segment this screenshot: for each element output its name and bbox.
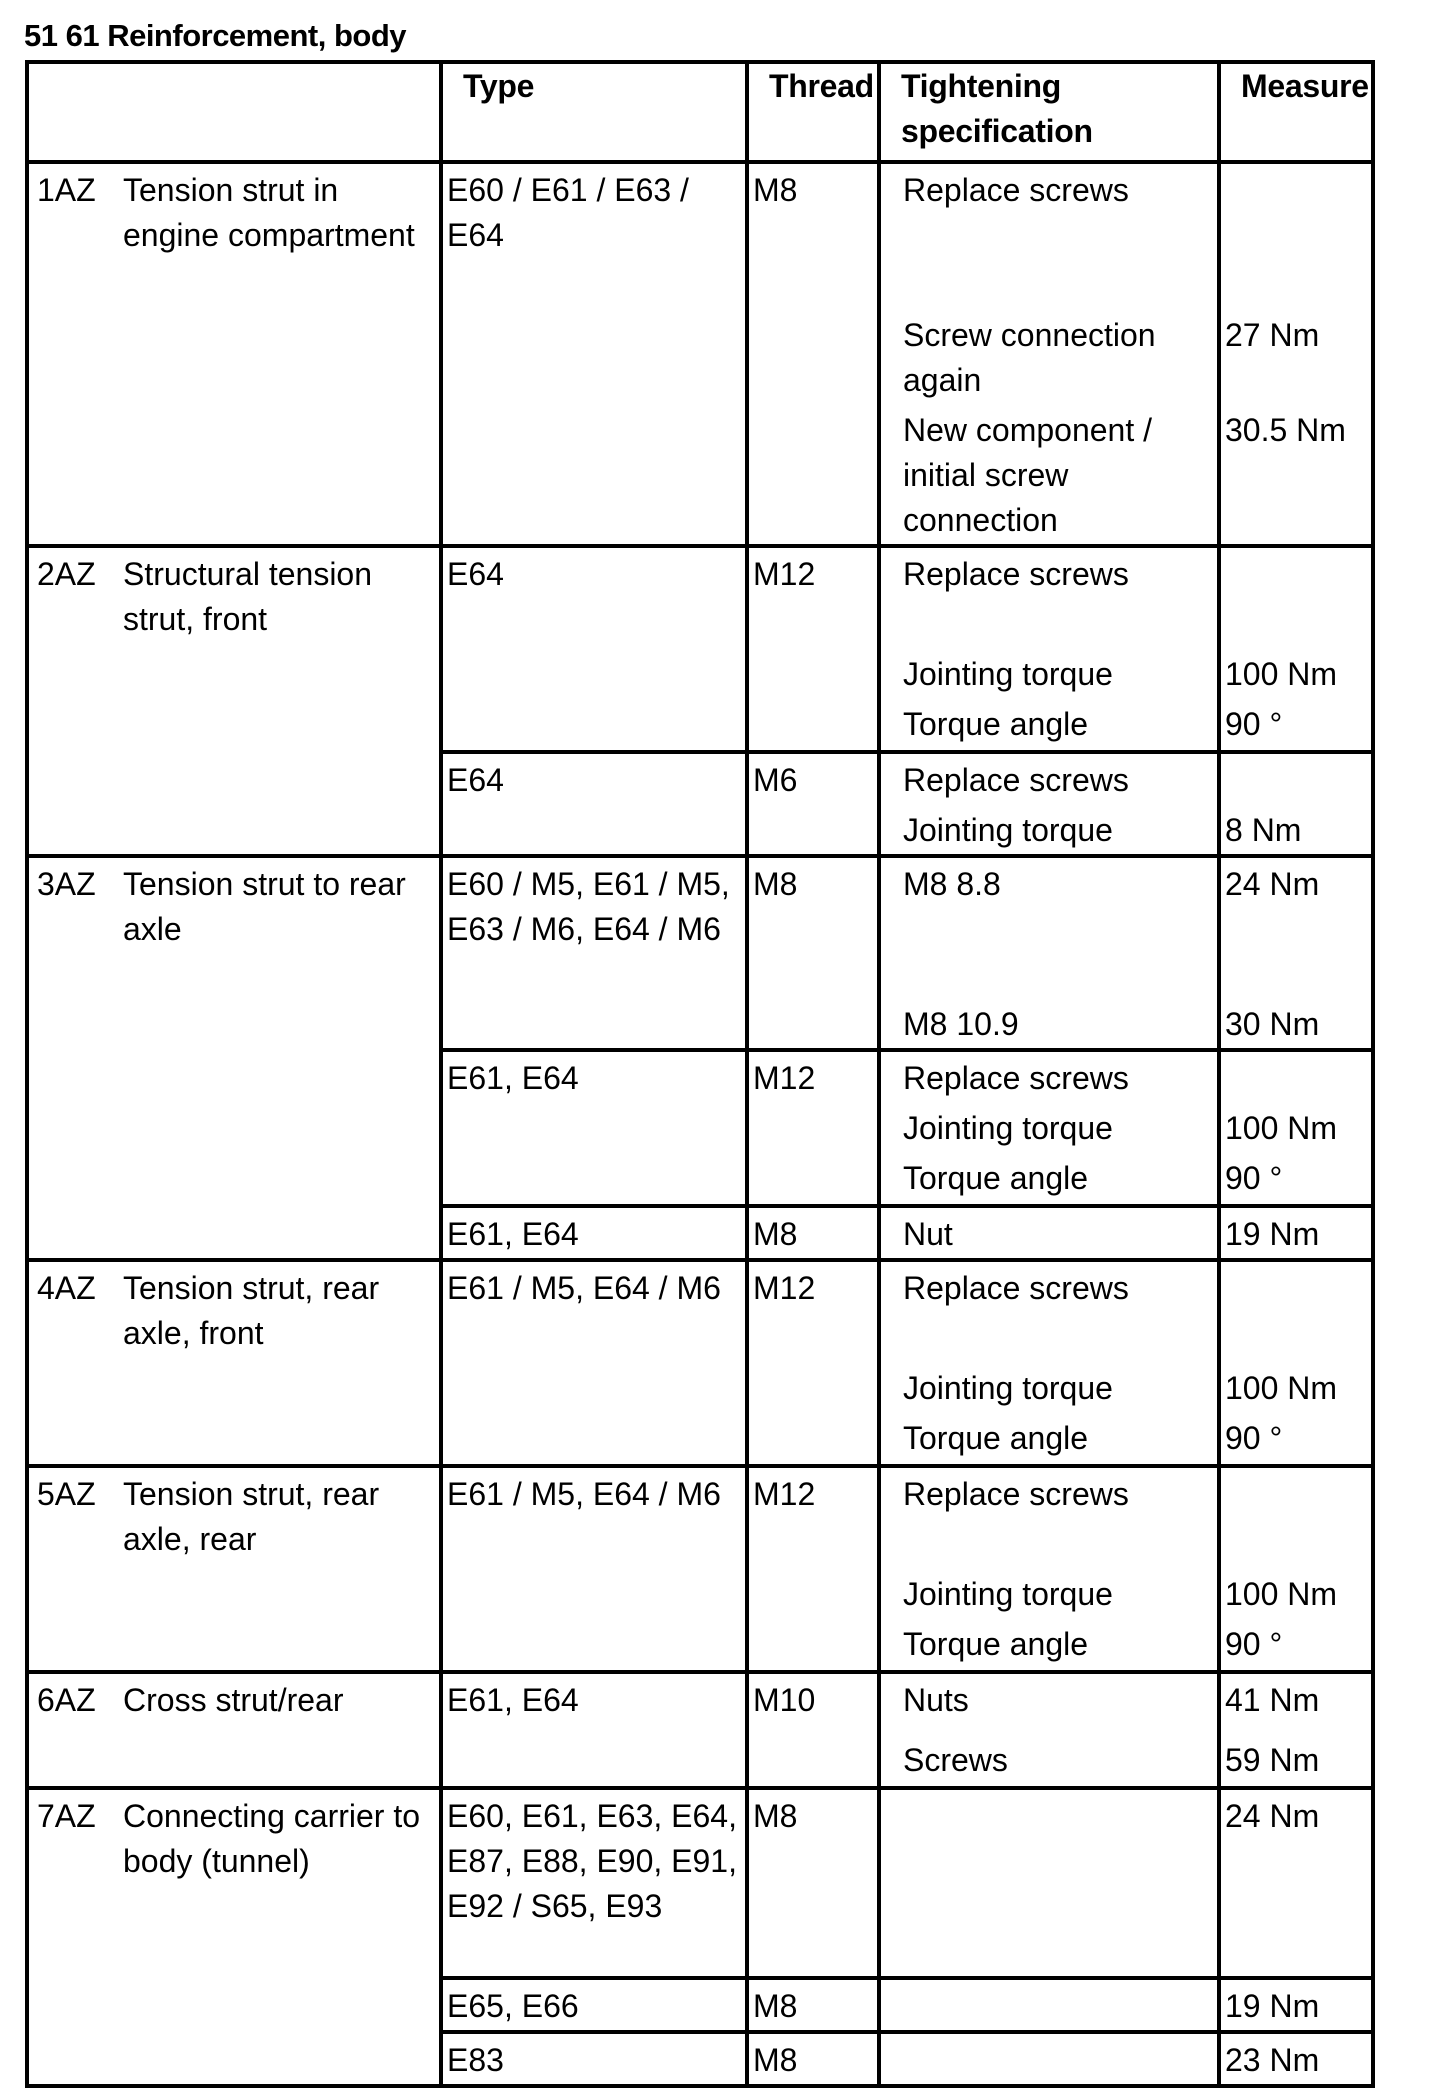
measure-value: 8 Nm: [1225, 812, 1302, 848]
thread-cell: [747, 1466, 879, 1672]
type-cell: [441, 1050, 747, 1206]
thread-cell: [747, 162, 879, 546]
thread-cell: [747, 1672, 879, 1788]
thread-cell: [747, 1260, 879, 1466]
table-row: [27, 1672, 1373, 1788]
component-cell: [27, 1466, 441, 1672]
component-name: Cross strut/rear: [123, 1682, 344, 1718]
component-number: 4AZ: [37, 1270, 96, 1306]
measure-value: 100 Nm: [1225, 1110, 1338, 1146]
type-text: E83: [447, 2042, 504, 2078]
measure-cell: [1219, 1788, 1373, 1978]
type-text: E61, E64: [447, 1682, 579, 1718]
thread-cell: [747, 2032, 879, 2086]
spec-cell: [879, 856, 1219, 1050]
component-number: 7AZ: [37, 1798, 96, 1834]
measure-cell: [1219, 856, 1373, 1050]
type-text: E64: [447, 762, 504, 798]
measure-value: 23 Nm: [1225, 2042, 1320, 2078]
component-number: 6AZ: [37, 1682, 96, 1718]
thread-text: M8: [753, 1988, 798, 2024]
measure-value: 27 Nm: [1225, 317, 1320, 353]
spec-label: Torque angle: [903, 1626, 1089, 1662]
spec-label: M8 8.8: [903, 866, 1001, 902]
spec-label: Replace screws: [903, 1270, 1129, 1306]
measure-cell: [1219, 1978, 1373, 2032]
thread-text: M8: [753, 172, 798, 208]
thread-cell: [747, 752, 879, 856]
table-row: [27, 856, 1373, 1050]
component-name: Tension strut in engine compartment: [123, 172, 415, 253]
spec-label: Jointing torque: [903, 1576, 1113, 1612]
thread-cell: [747, 856, 879, 1050]
spec-label: Replace screws: [903, 556, 1129, 592]
component-number: 5AZ: [37, 1476, 96, 1512]
spec-cell: [879, 162, 1219, 546]
measure-value: 41 Nm: [1225, 1682, 1320, 1718]
measure-value: [1221, 1266, 1225, 1316]
measure-value: 19 Nm: [1225, 1216, 1320, 1252]
measure-value: 100 Nm: [1225, 656, 1338, 692]
component-cell: [27, 162, 441, 546]
thread-cell: [747, 1050, 879, 1206]
spec-label: Torque angle: [903, 706, 1089, 742]
measure-cell: [1219, 752, 1373, 856]
thread-cell: [747, 1978, 879, 2032]
spec-label: Torque angle: [903, 1160, 1089, 1196]
measure-value: 30 Nm: [1225, 1006, 1320, 1042]
type-text: E60, E61, E63, E64, E87, E88, E90, E91, E92 / S65, E93: [447, 1798, 737, 1924]
table-row: [27, 162, 1373, 546]
measure-value: [1221, 1472, 1225, 1522]
measure-value: 24 Nm: [1225, 1798, 1320, 1834]
table-row: [27, 1260, 1373, 1466]
component-cell: [27, 1672, 441, 1788]
thread-text: M12: [753, 1476, 816, 1512]
measure-cell: [1219, 1260, 1373, 1466]
thread-text: M8: [753, 1798, 798, 1834]
header-measure: Measure: [1219, 62, 1373, 162]
type-cell: [441, 1788, 747, 1978]
table-body: [27, 162, 1373, 2086]
type-text: E61 / M5, E64 / M6: [447, 1476, 721, 1512]
type-cell: [441, 162, 747, 546]
spec-cell: [879, 1672, 1219, 1788]
measure-value: [1221, 1056, 1225, 1106]
thread-text: M6: [753, 762, 798, 798]
thread-text: M12: [753, 1270, 816, 1306]
table-header-row: [27, 62, 1373, 162]
type-cell: [441, 2032, 747, 2086]
component-number: 2AZ: [37, 556, 96, 592]
spec-label: Jointing torque: [903, 1370, 1113, 1406]
type-cell: [441, 752, 747, 856]
spec-label: Nut: [903, 1216, 953, 1252]
measure-value: 100 Nm: [1225, 1370, 1338, 1406]
spec-label: Screws: [903, 1742, 1008, 1778]
thread-cell: [747, 1788, 879, 1978]
table-row: [27, 1466, 1373, 1672]
measure-value: 59 Nm: [1225, 1742, 1320, 1778]
measure-value: 24 Nm: [1225, 866, 1320, 902]
type-text: E64: [447, 556, 504, 592]
type-text: E60 / E61 / E63 / E64: [447, 172, 689, 253]
spec-cell: [879, 1466, 1219, 1672]
thread-text: M12: [753, 1060, 816, 1096]
type-cell: [441, 1260, 747, 1466]
spec-cell: [879, 1788, 1219, 1978]
measure-value: [1221, 758, 1225, 808]
measure-cell: [1219, 1206, 1373, 1260]
measure-value: [1221, 552, 1225, 602]
measure-value: 19 Nm: [1225, 1988, 1320, 2024]
measure-value: 30.5 Nm: [1225, 412, 1346, 448]
spec-label: Replace screws: [903, 172, 1129, 208]
type-cell: [441, 1672, 747, 1788]
spec-cell: [879, 1050, 1219, 1206]
component-cell: [27, 546, 441, 856]
measure-cell: [1219, 1466, 1373, 1672]
torque-spec-table: [25, 60, 1375, 2088]
component-number: 3AZ: [37, 866, 96, 902]
measure-value: 90 °: [1225, 1160, 1283, 1196]
measure-cell: [1219, 546, 1373, 752]
page-title: 51 61 Reinforcement, body: [24, 18, 407, 53]
spec-label: Jointing torque: [903, 812, 1113, 848]
type-cell: [441, 856, 747, 1050]
thread-cell: [747, 546, 879, 752]
spec-label: Torque angle: [903, 1420, 1089, 1456]
measure-value: 90 °: [1225, 706, 1283, 742]
thread-text: M10: [753, 1682, 816, 1718]
header-component: [27, 62, 441, 162]
measure-cell: [1219, 1050, 1373, 1206]
measure-cell: [1219, 1672, 1373, 1788]
measure-value: [1221, 168, 1225, 218]
thread-text: M8: [753, 866, 798, 902]
component-name: Structural tension strut, front: [123, 556, 373, 637]
header-spec: Tightening specification: [879, 62, 1219, 162]
thread-text: M8: [753, 2042, 798, 2078]
spec-label: New component / initial screw connection: [903, 412, 1153, 538]
type-text: E60 / M5, E61 / M5, E63 / M6, E64 / M6: [447, 866, 730, 947]
component-number: 1AZ: [37, 172, 96, 208]
spec-label: M8 10.9: [903, 1006, 1019, 1042]
spec-label: Nuts: [903, 1682, 969, 1718]
type-cell: [441, 1466, 747, 1672]
component-cell: [27, 856, 441, 1260]
thread-cell: [747, 1206, 879, 1260]
thread-text: M12: [753, 556, 816, 592]
type-text: E61 / M5, E64 / M6: [447, 1270, 721, 1306]
spec-label: Replace screws: [903, 762, 1129, 798]
spec-label: Jointing torque: [903, 656, 1113, 692]
header-type: Type: [441, 62, 747, 162]
spec-cell: [879, 1206, 1219, 1260]
table-row: [27, 1788, 1373, 1978]
header-thread: Thread: [747, 62, 879, 162]
spec-cell: [879, 546, 1219, 752]
spec-cell: [879, 1978, 1219, 2032]
table-row: [27, 546, 1373, 752]
spec-cell: [879, 1260, 1219, 1466]
component-name: Tension strut to rear axle: [123, 866, 406, 947]
component-name: Tension strut, rear axle, front: [123, 1270, 380, 1351]
type-text: E61, E64: [447, 1060, 579, 1096]
type-cell: [441, 1206, 747, 1260]
measure-cell: [1219, 2032, 1373, 2086]
measure-value: 90 °: [1225, 1626, 1283, 1662]
spec-label: Replace screws: [903, 1476, 1129, 1512]
thread-text: M8: [753, 1216, 798, 1252]
spec-cell: [879, 2032, 1219, 2086]
measure-cell: [1219, 162, 1373, 546]
spec-cell: [879, 752, 1219, 856]
measure-value: 100 Nm: [1225, 1576, 1338, 1612]
measure-value: 90 °: [1225, 1420, 1283, 1456]
component-name: Tension strut, rear axle, rear: [123, 1476, 380, 1557]
component-name: Connecting carrier to body (tunnel): [123, 1798, 421, 1879]
spec-label: Screw connection again: [903, 317, 1156, 398]
component-cell: [27, 1260, 441, 1466]
type-cell: [441, 1978, 747, 2032]
type-text: E65, E66: [447, 1988, 579, 2024]
component-cell: [27, 1788, 441, 2086]
type-cell: [441, 546, 747, 752]
type-text: E61, E64: [447, 1216, 579, 1252]
spec-label: Replace screws: [903, 1060, 1129, 1096]
spec-label: Jointing torque: [903, 1110, 1113, 1146]
